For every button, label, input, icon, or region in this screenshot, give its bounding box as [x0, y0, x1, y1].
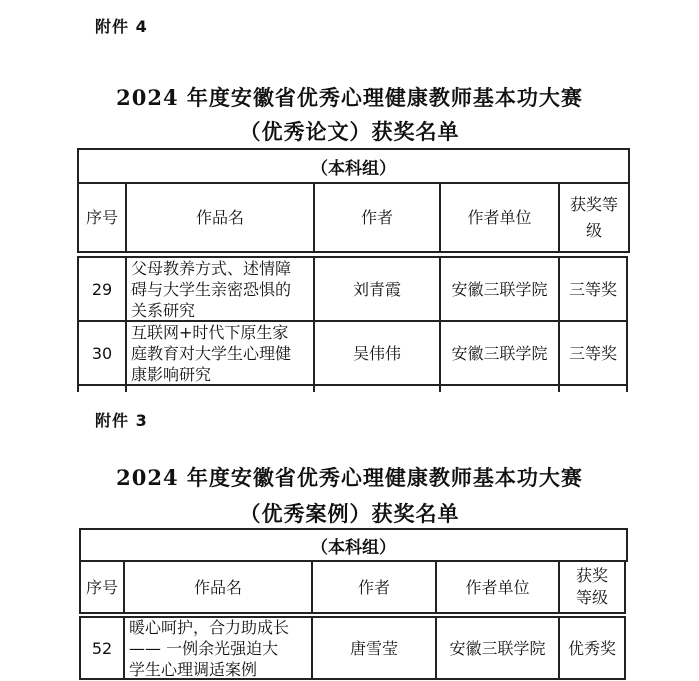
header-work: 作品名 [125, 182, 315, 253]
work-line: —— 一例余光强迫大 [129, 638, 279, 658]
table-row [79, 616, 624, 680]
document-title: 2024 年度安徽省优秀心理健康教师基本功大赛 [116, 85, 583, 110]
cell-work [125, 256, 315, 322]
cell-unit: 安徽三联学院 [435, 616, 560, 680]
cell-award: 三等奖 [558, 256, 628, 322]
document-title: 2024 年度安徽省优秀心理健康教师基本功大赛 [116, 465, 583, 490]
document-subtitle: （优秀案例）获奖名单 [239, 501, 460, 526]
header-award-line2: 等级 [575, 588, 608, 607]
work-line: 关系研究 [131, 300, 196, 320]
group-header [79, 528, 628, 562]
cell-seq: 30 [77, 320, 127, 386]
cell-author: 刘青霞 [313, 256, 441, 322]
work-line: 庭教育对大学生心理健 [131, 343, 292, 363]
header-seq: 序号 [79, 560, 125, 614]
work-line: 互联网+时代下原生家 [131, 322, 289, 342]
cell-author: 唐雪莹 [311, 616, 437, 680]
cell-seq-cut [77, 384, 127, 392]
attachment-label: 附件 4 [95, 17, 148, 36]
table-header-row [79, 560, 624, 614]
cell-work-cut [125, 384, 315, 392]
document-attachment-3 [0, 392, 699, 681]
table-row [77, 256, 626, 322]
group-label: （本科组） [311, 158, 396, 179]
header-award-line1: 获奖 [575, 566, 608, 585]
cell-work [123, 616, 313, 680]
document-subtitle: （优秀论文）获奖名单 [239, 119, 460, 144]
header-unit: 作者单位 [439, 182, 560, 253]
attachment-label: 附件 3 [95, 411, 148, 430]
header-unit: 作者单位 [435, 560, 560, 614]
group-label: （本科组） [311, 537, 396, 558]
cell-seq: 52 [79, 616, 125, 680]
cell-work [125, 320, 315, 386]
header-award [558, 182, 630, 253]
header-award [558, 560, 626, 614]
cell-unit-cut [439, 384, 560, 392]
table-header-row [77, 182, 628, 253]
cell-author-cut [313, 384, 441, 392]
work-line: 父母教养方式、述情障 [131, 258, 292, 278]
table-row-cut [77, 384, 626, 392]
work-line: 暖心呵护，合力助成长 [129, 617, 290, 637]
cell-award: 优秀奖 [558, 616, 626, 680]
header-award-line1: 获奖等 [569, 194, 618, 214]
cell-unit: 安徽三联学院 [439, 256, 560, 322]
table-row [77, 320, 626, 386]
work-line: 学生心理调适案例 [129, 659, 258, 679]
group-header [77, 148, 630, 184]
cell-unit: 安徽三联学院 [439, 320, 560, 386]
cell-author: 吴伟伟 [313, 320, 441, 386]
work-line: 康影响研究 [131, 364, 212, 384]
header-author: 作者 [311, 560, 437, 614]
header-seq: 序号 [77, 182, 127, 253]
header-award-line2: 级 [585, 220, 602, 240]
cell-seq: 29 [77, 256, 127, 322]
header-author: 作者 [313, 182, 441, 253]
work-line: 碍与大学生亲密恐惧的 [131, 279, 292, 299]
header-work: 作品名 [123, 560, 313, 614]
cell-award-cut [558, 384, 628, 392]
cell-award: 三等奖 [558, 320, 628, 386]
